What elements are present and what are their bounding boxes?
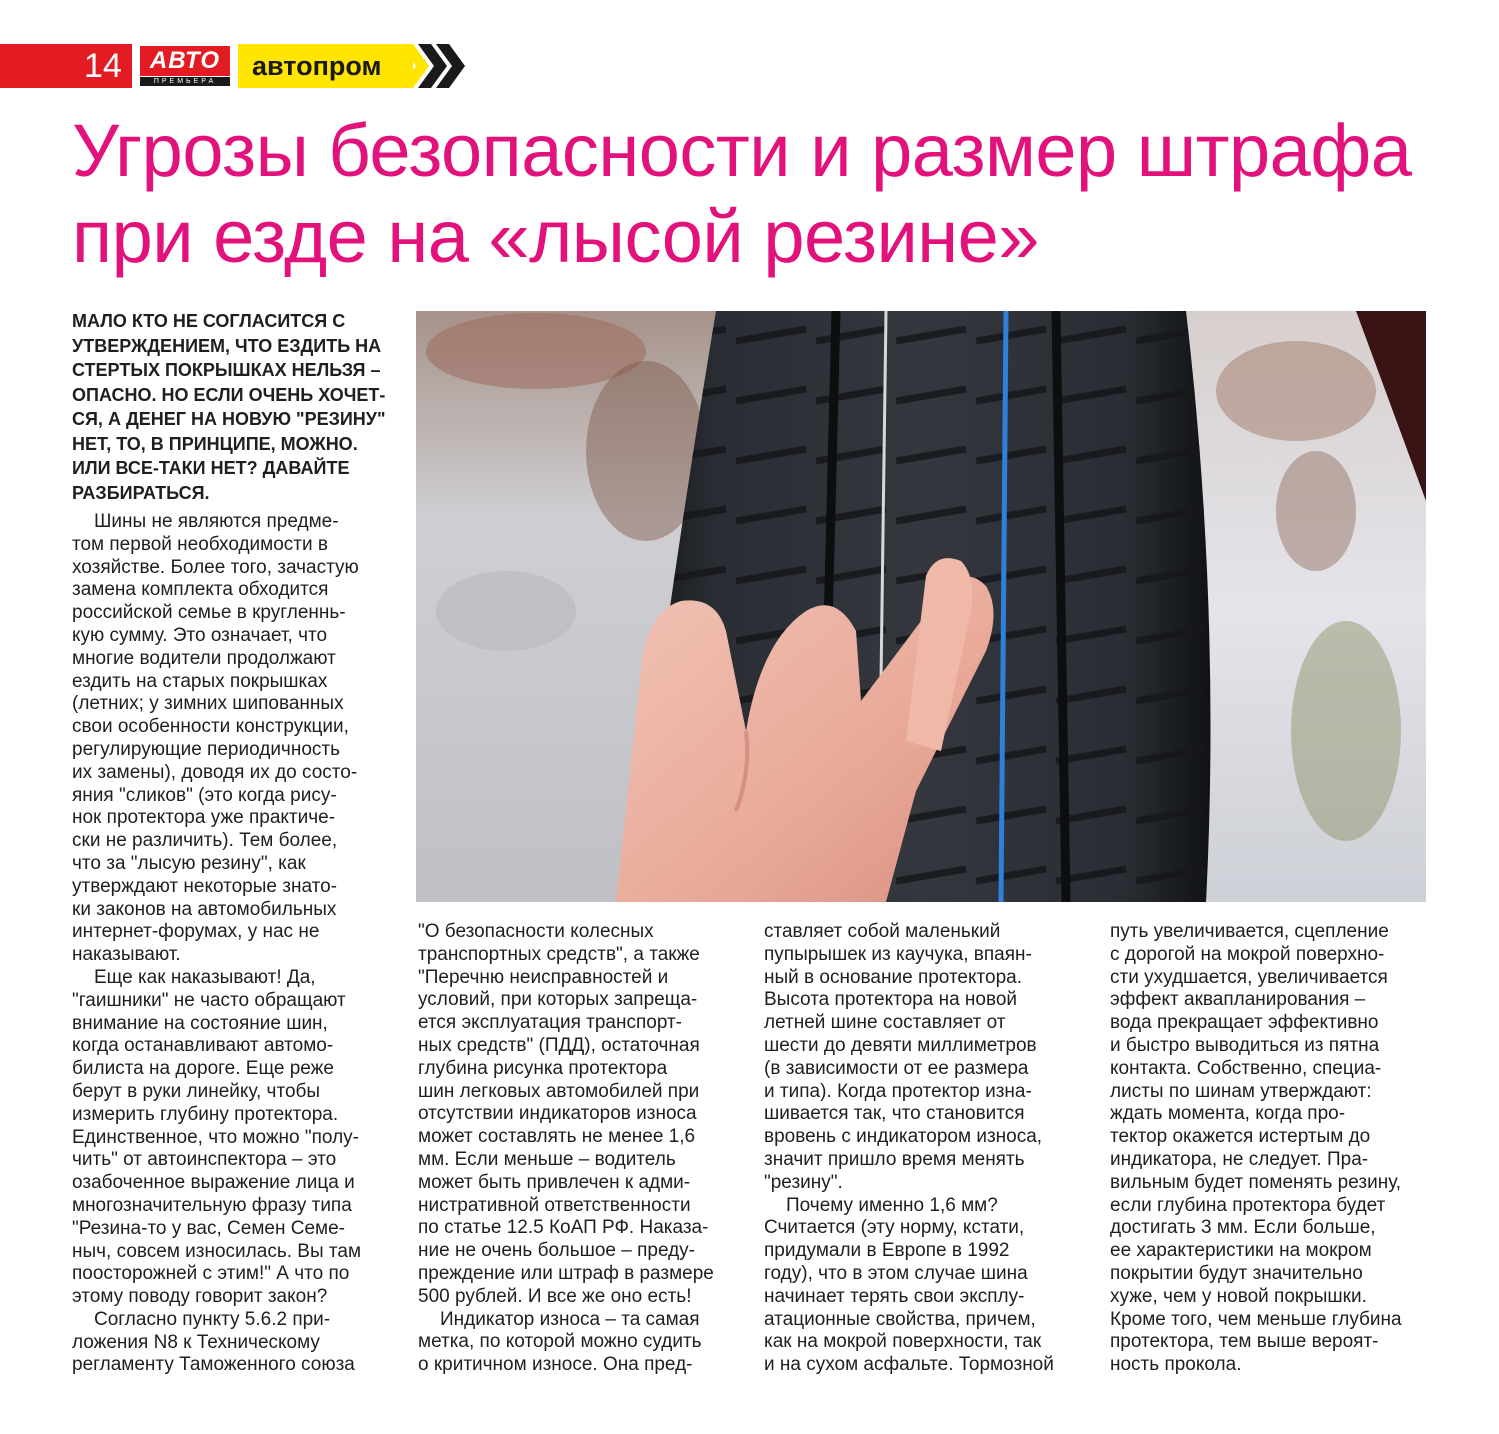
- text-line: внимание на состояние шин,: [72, 1012, 328, 1034]
- text-line: как на мокрой поверхности, так: [764, 1331, 1042, 1353]
- lead-line: УТВЕРЖДЕНИЕМ, ЧТО ЕЗДИТЬ НА: [72, 335, 382, 356]
- text-line: утверждают некоторые знато-: [72, 875, 337, 897]
- text-line: берут в руки линейку, чтобы: [72, 1080, 321, 1102]
- text-line: свои особенности конструкции,: [72, 716, 349, 738]
- text-line: преждение или штраф в размере: [418, 1262, 714, 1284]
- article-title-line-2: при езде на «лысой резине»: [72, 195, 1039, 278]
- text-line: Считается (эту норму, кстати,: [764, 1217, 1025, 1239]
- text-line: российской семье в кругленнь-: [72, 602, 346, 624]
- text-line: регулирующие периодичность: [72, 738, 340, 760]
- lead-line: СТЕРТЫХ ПОКРЫШКАХ НЕЛЬЗЯ –: [72, 360, 381, 380]
- lead-line: ОПАСНО. НО ЕСЛИ ОЧЕНЬ ХОЧЕТ-: [72, 384, 386, 405]
- text-line: когда останавливают автомо-: [72, 1035, 334, 1057]
- text-line: регламенту Таможенного союза: [72, 1354, 355, 1376]
- text-line: Согласно пункту 5.6.2 при-: [94, 1308, 331, 1330]
- text-line: ждать момента, когда про-: [1110, 1103, 1346, 1125]
- text-line: по статье 12.5 КоАП РФ. Наказа-: [418, 1217, 709, 1239]
- text-line: ки законов на автомобильных: [72, 898, 337, 920]
- text-line: о критичном износе. Она пред-: [418, 1354, 693, 1376]
- text-line: ется эксплуатация транспорт-: [418, 1012, 683, 1034]
- text-line: ние не очень большое – преду-: [418, 1240, 696, 1262]
- text-line: Еще как наказывают! Да,: [94, 966, 316, 988]
- text-line: наказывают.: [72, 944, 181, 966]
- text-line: "Резина-то у вас, Семен Семе-: [72, 1217, 345, 1239]
- logo-main-text: АВТО: [140, 46, 230, 76]
- text-line: этому поводу говорит закон?: [72, 1286, 328, 1308]
- tire-photo: [416, 311, 1426, 902]
- text-line: ный в основание протектора.: [764, 966, 1022, 988]
- text-line: может быть привлечен к адми-: [418, 1171, 691, 1193]
- article-title: [72, 108, 1472, 280]
- text-line: сти ухудшается, увеличивается: [1110, 966, 1388, 988]
- text-line: летней шине составляет от: [764, 1012, 1006, 1034]
- text-line: достигать 3 мм. Если больше,: [1110, 1217, 1376, 1239]
- text-line: Единственное, что можно "полу-: [72, 1126, 359, 1148]
- text-line: условий, при которых запреща-: [418, 989, 698, 1011]
- magazine-logo: [140, 44, 230, 88]
- text-line: мм. Если меньше – водитель: [418, 1148, 676, 1170]
- text-line: покрытии будут значительно: [1110, 1262, 1363, 1284]
- text-line: их замены), доводя их до состо-: [72, 761, 358, 783]
- text-line: многозначительную фразу типа: [72, 1194, 352, 1216]
- body-paragraph: [764, 921, 1089, 1195]
- text-line: ложения N8 к Техническому: [72, 1331, 320, 1353]
- body-paragraph: [764, 1195, 1089, 1377]
- text-line: путь увеличивается, сцепление: [1110, 921, 1389, 942]
- text-line: чить" от автоинспектора – это: [72, 1149, 337, 1171]
- text-line: ездить на старых покрышках: [72, 670, 328, 692]
- column-1: [72, 309, 392, 1377]
- text-line: том первой необходимости в: [72, 533, 328, 555]
- text-line: вровень с индикатором износа,: [764, 1126, 1043, 1148]
- body-paragraph: [418, 1309, 743, 1377]
- body-paragraph: [72, 511, 392, 967]
- text-line: шин легковых автомобилей при: [418, 1080, 700, 1102]
- text-line: эффект аквапланирования –: [1110, 989, 1366, 1011]
- text-line: Кроме того, чем меньше глубина: [1110, 1308, 1402, 1330]
- text-line: пупырышек из каучука, впаян-: [764, 943, 1032, 965]
- text-line: контакта. Собственно, специа-: [1110, 1057, 1382, 1079]
- text-line: может составлять не менее 1,6: [418, 1126, 696, 1148]
- text-line: кую сумму. Это означает, что: [72, 624, 328, 646]
- text-line: ныч, совсем износилась. Вы там: [72, 1240, 362, 1262]
- text-line: Высота протектора на новой: [764, 989, 1018, 1011]
- body-paragraph: [418, 921, 743, 1309]
- text-line: если глубина протектора будет: [1110, 1194, 1386, 1216]
- text-line: и на сухом асфальте. Тормозной: [764, 1354, 1054, 1376]
- text-line: "О безопасности колесных: [418, 921, 654, 942]
- text-line: придумали в Европе в 1992: [764, 1240, 1010, 1262]
- text-line: билиста на дороге. Еще реже: [72, 1058, 334, 1080]
- body-paragraph: [72, 1309, 392, 1377]
- text-line: ее характеристики на мокром: [1110, 1240, 1372, 1262]
- body-paragraph: [1110, 921, 1450, 1377]
- text-line: протектора, тем выше вероят-: [1110, 1331, 1379, 1353]
- section-label: автопром: [252, 51, 382, 81]
- text-line: (летних; у зимних шипованных: [72, 693, 344, 715]
- column-2: [418, 921, 743, 1377]
- text-line: вода прекращает эффективно: [1110, 1012, 1379, 1034]
- text-line: и быстро выводиться из пятна: [1110, 1034, 1380, 1056]
- text-line: с дорогой на мокрой поверхно-: [1110, 943, 1385, 965]
- text-line: ски не различить). Тем более,: [72, 830, 338, 852]
- text-line: индикатора, не следует. Пра-: [1110, 1148, 1369, 1170]
- text-line: замена комплекта обходится: [72, 579, 329, 601]
- text-line: "гаишники" не часто обращают: [72, 989, 346, 1011]
- text-line: ность прокола.: [1110, 1354, 1242, 1376]
- text-line: метка, по которой можно судить: [418, 1331, 702, 1353]
- text-line: (в зависимости от ее размера: [764, 1057, 1029, 1079]
- page-number-bar: [0, 44, 132, 88]
- column-3: [764, 921, 1089, 1377]
- text-line: поосторожней с этим!" А что по: [72, 1263, 350, 1285]
- chevron-arrows-icon: [400, 44, 466, 88]
- text-line: "Перечню неисправностей и: [418, 966, 669, 988]
- text-line: отсутствии индикаторов износа: [418, 1103, 697, 1125]
- text-line: листы по шинам утверждают:: [1110, 1080, 1372, 1102]
- text-line: тектор окажется истертым до: [1110, 1126, 1371, 1148]
- text-line: шивается так, что становится: [764, 1103, 1025, 1125]
- text-line: ных средств" (ПДД), остаточная: [418, 1034, 700, 1056]
- text-line: хозяйстве. Более того, зачастую: [72, 556, 359, 578]
- text-line: измерить глубину протектора.: [72, 1103, 339, 1125]
- text-line: транспортных средств", а также: [418, 943, 700, 965]
- text-line: вильным будет поменять резину,: [1110, 1171, 1402, 1193]
- lead-line: НЕТ, ТО, В ПРИНЦИПЕ, МОЖНО.: [72, 433, 358, 454]
- page-number: 14: [84, 47, 122, 85]
- text-line: 500 рублей. И все же оно есть!: [418, 1285, 692, 1307]
- text-line: интернет-форумах, у нас не: [72, 921, 320, 943]
- body-paragraph: [72, 967, 392, 1309]
- text-line: атационные свойства, причем,: [764, 1308, 1036, 1330]
- lead-paragraph: [72, 309, 392, 505]
- text-line: "резину".: [764, 1171, 843, 1193]
- text-line: шести до девяти миллиметров: [764, 1034, 1037, 1056]
- text-line: нистративной ответственности: [418, 1194, 691, 1216]
- text-line: многие водители продолжают: [72, 647, 336, 669]
- column-4: [1110, 921, 1450, 1377]
- text-line: яния "сликов" (это когда рису-: [72, 784, 337, 806]
- text-line: и типа). Когда протектор изна-: [764, 1080, 1032, 1102]
- article-title-line-1: Угрозы безопасности и размер штрафа: [72, 109, 1412, 192]
- section-tag: [238, 44, 413, 88]
- lead-line: СЯ, А ДЕНЕГ НА НОВУЮ "РЕЗИНУ": [72, 409, 386, 429]
- text-line: хуже, чем у новой покрышки.: [1110, 1285, 1367, 1307]
- page-header: [0, 44, 470, 88]
- logo-subtext: ПРЕМЬЕРА: [140, 77, 230, 86]
- lead-line: ИЛИ ВСЕ-ТАКИ НЕТ? ДАВАЙТЕ: [72, 458, 350, 478]
- text-line: начинает терять свои эксплу-: [764, 1285, 1025, 1307]
- text-line: Почему именно 1,6 мм?: [786, 1194, 998, 1216]
- text-line: нок протектора уже практиче-: [72, 807, 336, 829]
- text-line: что за "лысую резину", как: [72, 852, 306, 874]
- text-line: ставляет собой маленький: [764, 921, 1001, 942]
- text-line: году), что в этом случае шина: [764, 1262, 1028, 1284]
- text-line: Индикатор износа – та самая: [440, 1308, 700, 1330]
- lead-line: МАЛО КТО НЕ СОГЛАСИТСЯ С: [72, 311, 346, 331]
- text-line: Шины не являются предме-: [94, 511, 339, 532]
- text-line: глубина рисунка протектора: [418, 1057, 668, 1079]
- lead-line: РАЗБИРАТЬСЯ.: [72, 482, 210, 503]
- text-line: озабоченное выражение лица и: [72, 1172, 355, 1194]
- text-line: значит пришло время менять: [764, 1148, 1025, 1170]
